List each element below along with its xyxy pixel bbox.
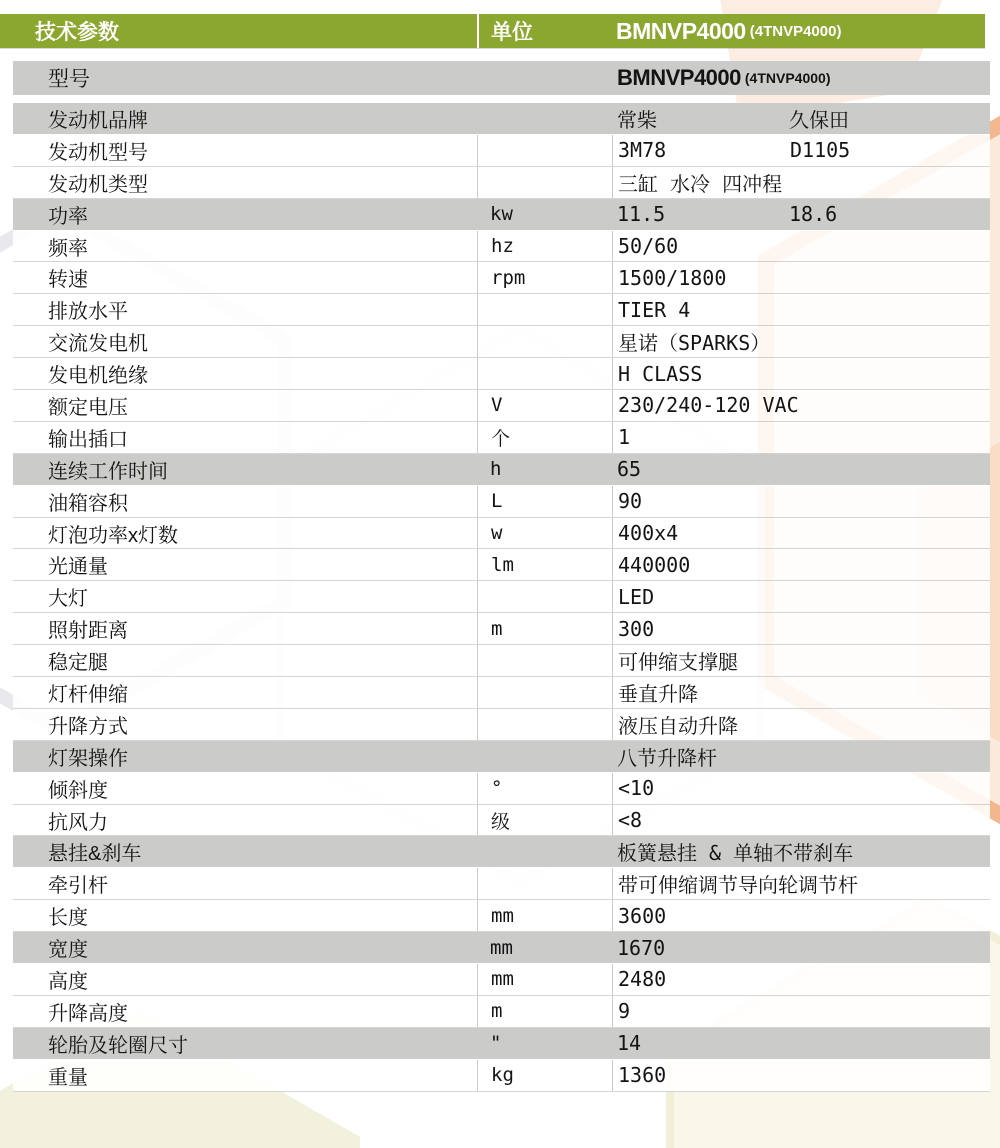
table-row: [13, 199, 990, 231]
row-unit: [477, 294, 612, 325]
row-value-sub: (4TNVP4000): [744, 70, 831, 86]
row-value: 液压自动升降: [618, 713, 738, 738]
row-values: [612, 900, 990, 931]
row-label: 发动机品牌: [48, 109, 148, 132]
row-value: 3M78: [618, 138, 667, 163]
row-value: 八节升降杆: [617, 745, 717, 770]
row-value: 1500/1800: [618, 265, 727, 290]
row-value: 2480: [618, 967, 667, 992]
row-values: [612, 262, 990, 293]
row-unit: L: [477, 486, 612, 517]
row-values: [612, 326, 990, 357]
row-label: 升降高度: [48, 1002, 128, 1025]
row-unit: hz: [477, 231, 612, 262]
row-label: 轮胎及轮圈尺寸: [48, 1034, 188, 1057]
row-label: 发电机绝缘: [48, 365, 148, 388]
row-values: [612, 390, 990, 421]
row-value: LED: [618, 584, 655, 609]
row-label: 光通量: [48, 556, 108, 579]
row-value: BMNVP4000: [617, 65, 741, 90]
row-label: 额定电压: [48, 396, 128, 419]
row-label: 连续工作时间: [48, 460, 168, 483]
row-unit: ": [490, 1032, 502, 1055]
row-value: 1670: [617, 935, 666, 960]
row-unit: °: [477, 773, 612, 804]
row-unit: [477, 836, 612, 867]
table-row: [13, 358, 990, 390]
row-label: 功率: [48, 205, 88, 228]
row-label: 悬挂&刹车: [48, 843, 142, 866]
row-unit: [477, 358, 612, 389]
row-value: 星诺（SPARKS）: [618, 331, 771, 356]
row-values: [612, 1060, 990, 1091]
row-value: 18.6: [789, 202, 838, 227]
table-row: [13, 390, 990, 422]
row-values: [612, 103, 990, 134]
row-value: 65: [617, 457, 642, 482]
row-values: [612, 1028, 990, 1059]
row-values: [612, 294, 990, 325]
row-label: 排放水平: [48, 301, 128, 324]
table-row: [13, 326, 990, 358]
row-label: 高度: [48, 970, 88, 993]
row-value: 11.5: [617, 202, 666, 227]
row-label: 灯泡功率x灯数: [48, 524, 178, 547]
row-value: 1360: [618, 1063, 667, 1088]
row-values: [612, 199, 990, 230]
row-values: [612, 486, 990, 517]
row-values: [612, 773, 990, 804]
row-label: 抗风力: [48, 811, 108, 834]
row-values: [612, 741, 990, 772]
row-value: <10: [618, 776, 655, 801]
row-unit: [477, 741, 612, 772]
row-unit: kw: [490, 203, 513, 226]
row-values: [612, 964, 990, 995]
row-label: 牵引杆: [48, 875, 108, 898]
table-row: [13, 773, 990, 805]
row-value: 1: [618, 425, 631, 450]
row-values: [612, 518, 990, 549]
table-row: [13, 294, 990, 326]
table-row: [13, 103, 990, 135]
row-value: 久保田: [789, 107, 849, 132]
page-title: 技术参数: [35, 21, 119, 44]
row-label: 发动机型号: [48, 141, 148, 164]
row-values: [612, 613, 990, 644]
table-row: [13, 868, 990, 900]
row-value: 板簧悬挂 & 单轴不带刹车: [617, 841, 854, 866]
row-values: [612, 836, 990, 867]
row-label: 稳定腿: [48, 652, 108, 675]
row-unit: [477, 645, 612, 676]
row-unit: mm: [477, 964, 612, 995]
table-row: [13, 996, 990, 1028]
table-row: [13, 486, 990, 518]
row-value: 带可伸缩调节导向轮调节杆: [618, 873, 858, 898]
row-label: 发动机类型: [48, 173, 148, 196]
row-value: 400x4: [618, 521, 679, 546]
row-value: 垂直升降: [618, 681, 698, 706]
row-label: 宽度: [48, 939, 88, 962]
row-unit: V: [477, 390, 612, 421]
row-unit: w: [477, 518, 612, 549]
row-value: 300: [618, 616, 655, 641]
table-header: [0, 14, 985, 48]
row-label: 长度: [48, 907, 88, 930]
row-values: [612, 645, 990, 676]
model-column-header: BMNVP4000: [616, 17, 746, 44]
row-unit: 个: [477, 422, 612, 453]
row-label: 交流发电机: [48, 333, 148, 356]
table-row: [13, 581, 990, 613]
table-row: [13, 262, 990, 294]
row-value: H CLASS: [618, 361, 703, 386]
row-value: 230/240-120 VAC: [618, 393, 799, 418]
row-unit: lm: [477, 549, 612, 580]
table-row: [13, 613, 990, 645]
table-row: [13, 645, 990, 677]
row-unit: m: [477, 996, 612, 1027]
row-value: 三缸 水冷 四冲程: [618, 171, 783, 196]
row-values: [612, 167, 990, 198]
row-unit: [477, 135, 612, 166]
row-values: [612, 805, 990, 836]
table-row: [13, 932, 990, 964]
row-label: 照射距离: [48, 620, 128, 643]
row-value: <8: [618, 808, 643, 833]
row-values: [612, 358, 990, 389]
row-unit: [477, 581, 612, 612]
table-row: [13, 549, 990, 581]
row-values: [612, 422, 990, 453]
row-label: 大灯: [48, 588, 88, 611]
row-unit: [477, 709, 612, 740]
row-unit: h: [490, 458, 502, 481]
table-row: [13, 518, 990, 550]
row-value: 440000: [618, 552, 691, 577]
row-value: D1105: [790, 138, 851, 163]
row-label: 灯架操作: [48, 747, 128, 770]
row-values: [612, 932, 990, 963]
row-values: [612, 549, 990, 580]
table-row: [13, 805, 990, 837]
table-row: [13, 135, 990, 167]
row-values: [612, 454, 990, 485]
row-unit: kg: [477, 1060, 612, 1091]
row-unit: [477, 677, 612, 708]
row-label: 频率: [48, 237, 88, 260]
row-label: 型号: [48, 68, 90, 91]
table-row: [13, 1028, 990, 1060]
table-row: [13, 167, 990, 199]
row-unit: [477, 868, 612, 899]
row-unit: mm: [477, 900, 612, 931]
row-values: [612, 581, 990, 612]
row-value: 3600: [618, 903, 667, 928]
row-unit: mm: [490, 936, 513, 959]
unit-column-header: 单位: [491, 21, 533, 44]
row-label: 转速: [48, 269, 88, 292]
row-unit: [477, 326, 612, 357]
table-row: [13, 836, 990, 868]
table-row: [13, 709, 990, 741]
spec-table-body: [13, 103, 990, 1092]
row-label: 重量: [48, 1066, 88, 1089]
row-unit: m: [477, 613, 612, 644]
table-row: [13, 741, 990, 773]
row-value: 90: [618, 489, 643, 514]
model-column-header-sub: (4TNVP4000): [749, 22, 842, 40]
row-label: 油箱容积: [48, 492, 128, 515]
row-label: 升降方式: [48, 715, 128, 738]
row-label: 灯杆伸缩: [48, 683, 128, 706]
row-values: [612, 677, 990, 708]
table-row: [13, 900, 990, 932]
row-unit: rpm: [477, 262, 612, 293]
row-unit: [477, 103, 612, 134]
row-values: [612, 231, 990, 262]
row-value: 可伸缩支撑腿: [618, 650, 738, 675]
row-values: [612, 135, 990, 166]
row-values: [612, 996, 990, 1027]
table-row: [13, 677, 990, 709]
table-row: [13, 1060, 990, 1092]
row-label: 倾斜度: [48, 779, 108, 802]
table-row: [13, 231, 990, 263]
row-label: 输出插口: [48, 428, 128, 451]
table-row: [13, 454, 990, 486]
row-value: 50/60: [618, 234, 679, 258]
row-values: [612, 709, 990, 740]
row-value: 14: [617, 1031, 642, 1056]
row-value: 9: [618, 999, 631, 1024]
row-value: TIER 4: [618, 297, 691, 322]
table-row: [13, 964, 990, 996]
row-values: [612, 868, 990, 899]
table-row: [13, 422, 990, 454]
row-unit: 级: [477, 805, 612, 836]
row-value: 常柴: [617, 107, 657, 132]
row-unit: [477, 167, 612, 198]
model-row: [13, 61, 990, 95]
